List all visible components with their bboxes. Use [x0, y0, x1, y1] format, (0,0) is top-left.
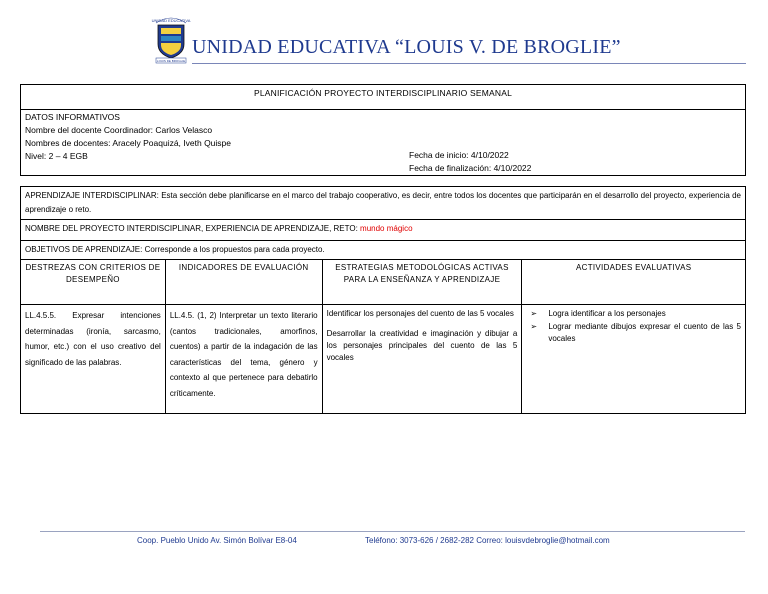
teacher-names: Nombres de docentes: Aracely Poaquizá, Iveth Quispe [25, 138, 232, 148]
list-item [530, 321, 741, 346]
footer-address: Coop. Pueblo Unido Av. Simón Bolívar E8-04 [137, 536, 297, 545]
actividades-cell [522, 305, 746, 414]
aprendizaje-row [21, 187, 746, 220]
date-block [409, 149, 531, 175]
start-date: Fecha de inicio: 4/10/2022 [409, 150, 509, 160]
footer-divider [40, 531, 745, 532]
datos-informativos [20, 110, 746, 176]
estrategia-1: Identificar los personajes del cuento de las 5 vocales [326, 309, 514, 318]
logo-bottom-text: LOUIS DE BROGLIE [156, 59, 186, 63]
objectives-label: OBJETIVOS DE APRENDIZAJE: [25, 245, 145, 254]
activity-text: Logra identificar a los personajes [548, 309, 666, 318]
project-name-cell [21, 220, 746, 241]
col-header-estrategias: ESTRATEGIAS METODOLÓGICAS ACTIVAS PARA LA ENSEÑANZA Y APRENDIZAJE [322, 260, 522, 305]
school-crest-logo [150, 14, 192, 64]
plan-title: PLANIFICACIÓN PROYECTO INTERDISCIPLINARIO SEMANAL [20, 84, 746, 110]
coordinator-name: Nombre del docente Coordinador: Carlos Velasco [25, 125, 213, 135]
end-date: Fecha de finalización: 4/10/2022 [409, 163, 532, 173]
col-header-actividades: ACTIVIDADES EVALUATIVAS [522, 260, 746, 305]
page-header [0, 0, 768, 70]
info-section-title: DATOS INFORMATIVOS [25, 112, 120, 122]
estrategias-cell [322, 305, 522, 414]
logo-top-text: UNIDAD EDUCATIVA [151, 18, 191, 23]
activity-text: Lograr mediante dibujos expresar el cuento de las 5 vocales [548, 321, 741, 343]
aprendizaje-interdisciplinar: APRENDIZAJE INTERDISCIPLINAR: Esta sección debe planificarse en el marco del trabajo cooperativo, es decir, entre todos los docentes que participarán en el desarrollo del proyecto, experiencia de aprendizaje o reto. [21, 187, 746, 220]
project-name-row [21, 220, 746, 241]
arrow-bullet-icon: ➢ [530, 309, 538, 318]
destrezas-cell: LL.4.5.5. Expresar intenciones determinadas (ironía, sarcasmo, humor, etc.) con el uso creativo del significado de las palabras. [21, 305, 166, 414]
list-item [530, 308, 741, 321]
project-name-value: mundo mágico [360, 224, 413, 233]
planning-table [20, 186, 746, 414]
header-divider [192, 63, 746, 64]
objectives-value: Corresponde a los propuestos para cada proyecto. [144, 245, 325, 254]
project-name-label: NOMBRE DEL PROYECTO INTERDISCIPLINAR, EXPERIENCIA DE APRENDIZAJE, RETO: [25, 224, 361, 233]
objectives-cell [21, 241, 746, 260]
arrow-bullet-icon: ➢ [530, 321, 538, 331]
footer-contact: Teléfono: 3073-626 / 2682-282 Correo: louisvdebroglie@hotmail.com [365, 536, 610, 545]
level: Nivel: 2 – 4 EGB [25, 151, 88, 161]
objectives-row [21, 241, 746, 260]
estrategia-2: Desarrollar la creatividad e imaginación y dibujar a los personajes principales del cuento de las 5 vocales [326, 329, 518, 362]
activities-list [526, 308, 741, 346]
column-header-row [21, 260, 746, 305]
content-row [21, 305, 746, 414]
indicadores-cell: LL.4.5. (1, 2) Interpretar un texto literario (cantos tradicionales, amorfinos, cuentos) a partir de la indagación de las características del tema, género y contexto al que pertenece para debatirlo críticamente. [165, 305, 322, 414]
school-name: UNIDAD EDUCATIVA “LOUIS V. DE BROGLIE” [192, 36, 621, 58]
col-header-indicadores: INDICADORES DE EVALUACIÓN [165, 260, 322, 305]
col-header-destrezas: DESTREZAS CON CRITERIOS DE DESEMPEÑO [21, 260, 166, 305]
